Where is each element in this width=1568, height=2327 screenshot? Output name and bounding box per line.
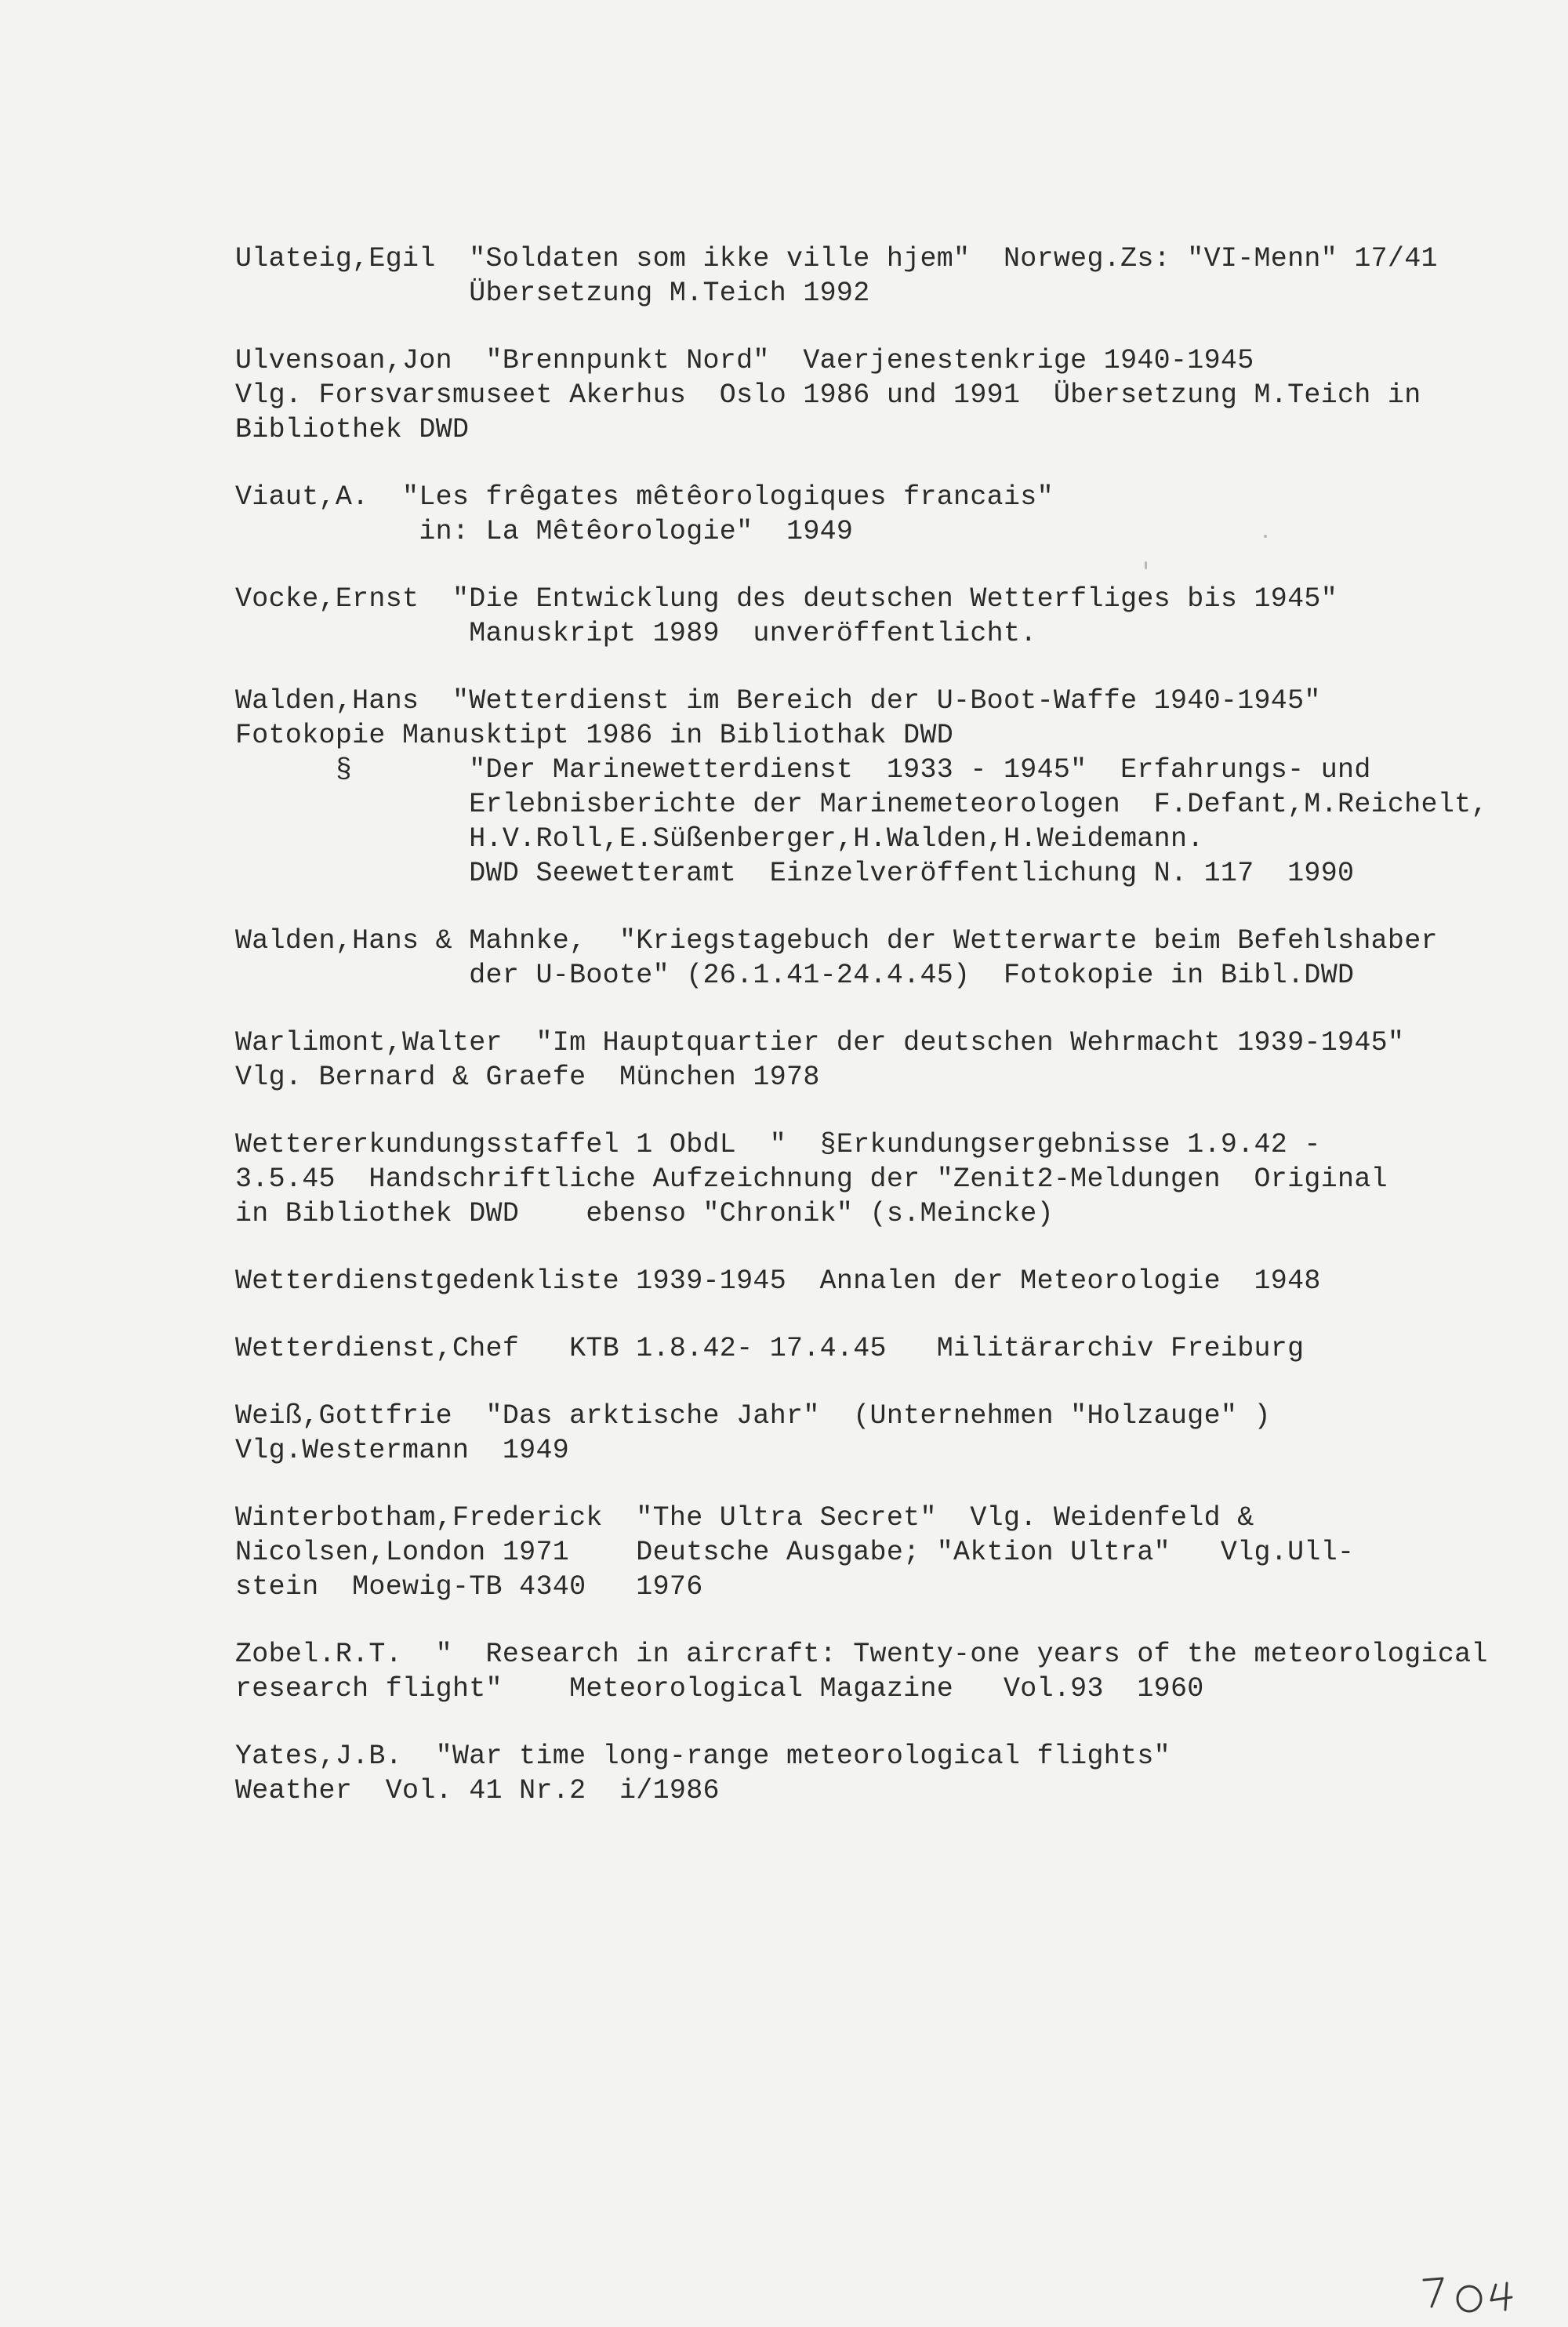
entry-line: Walden,Hans "Wetterdienst im Bereich der U-Boot-Waffe 1940-1945" xyxy=(235,685,1321,717)
entry-line: Wettererkundungsstaffel 1 ObdL " §Erkundungsergebnisse 1.9.42 - xyxy=(235,1129,1321,1160)
bibliography-entry-walden-mahnke xyxy=(235,924,1521,993)
bibliography-entry-wetterdienstgedenkliste xyxy=(235,1264,1521,1298)
handwritten-page-number xyxy=(1417,2266,1535,2321)
bibliography-list xyxy=(235,241,1521,1841)
entry-line: Vlg. Forsvarsmuseet Akerhus Oslo 1986 und 1991 Übersetzung M.Teich in xyxy=(235,379,1421,411)
entry-line: Viaut,A. "Les frêgates mêtêorologiques francais" xyxy=(235,481,1054,513)
entry-line: stein Moewig-TB 4340 1976 xyxy=(235,1571,703,1603)
entry-line: Fotokopie Manusktipt 1986 in Bibliothak DWD xyxy=(235,720,954,751)
entry-line: der U-Boote" (26.1.41-24.4.45) Fotokopie in Bibl.DWD xyxy=(235,960,1355,991)
entry-line: in Bibliothek DWD ebenso "Chronik" (s.Meincke) xyxy=(235,1198,1054,1229)
bibliography-entry-zobel xyxy=(235,1637,1521,1706)
scan-speck xyxy=(1264,535,1267,538)
entry-line: Winterbotham,Frederick "The Ultra Secret" Vlg. Weidenfeld & xyxy=(235,1502,1254,1534)
bibliography-entry-weiss xyxy=(235,1399,1521,1468)
entry-line: § "Der Marinewetterdienst 1933 - 1945" Erfahrungs- und xyxy=(235,754,1371,786)
page-number-handwriting-icon xyxy=(1417,2266,1535,2321)
bibliography-entry-walden xyxy=(235,684,1521,891)
entry-line: research flight" Meteorological Magazine Vol.93 1960 xyxy=(235,1673,1204,1704)
entry-line: Bibliothek DWD xyxy=(235,414,470,445)
entry-line: Ulvensoan,Jon "Brennpunkt Nord" Vaerjenestenkrige 1940-1945 xyxy=(235,345,1254,376)
bibliography-entry-wettererkundungsstaffel xyxy=(235,1127,1521,1231)
entry-line: Erlebnisberichte der Marinemeteorologen F.Defant,M.Reichelt, xyxy=(235,789,1488,820)
bibliography-entry-ulateig xyxy=(235,241,1521,310)
entry-line: Manuskript 1989 unveröffentlicht. xyxy=(235,618,1037,649)
entry-line: H.V.Roll,E.Süßenberger,H.Walden,H.Weidemann. xyxy=(235,823,1204,855)
entry-line: in: La Mêtêorologie" 1949 xyxy=(235,516,854,547)
entry-line: Zobel.R.T. " Research in aircraft: Twenty-one years of the meteorological xyxy=(235,1639,1488,1670)
entry-line: 3.5.45 Handschriftliche Aufzeichnung der "Zenit2-Meldungen Original xyxy=(235,1164,1388,1195)
bibliography-entry-viaut xyxy=(235,480,1521,549)
entry-line: Warlimont,Walter "Im Hauptquartier der deutschen Wehrmacht 1939-1945" xyxy=(235,1027,1405,1058)
entry-line: Walden,Hans & Mahnke, "Kriegstagebuch der Wetterwarte beim Befehlshaber xyxy=(235,925,1438,957)
scan-speck xyxy=(1145,561,1147,569)
entry-line: Wetterdienst,Chef KTB 1.8.42- 17.4.45 Militärarchiv Freiburg xyxy=(235,1333,1305,1364)
bibliography-entry-vocke xyxy=(235,582,1521,651)
entry-line: Vlg.Westermann 1949 xyxy=(235,1435,570,1466)
entry-line: Ulateig,Egil "Soldaten som ikke ville hjem" Norweg.Zs: "VI-Menn" 17/41 xyxy=(235,243,1438,274)
entry-line: Yates,J.B. "War time long-range meteorological flights" xyxy=(235,1741,1171,1772)
entry-line: Vlg. Bernard & Graefe München 1978 xyxy=(235,1062,820,1093)
entry-line: Weather Vol. 41 Nr.2 i/1986 xyxy=(235,1775,720,1806)
entry-line: Vocke,Ernst "Die Entwicklung des deutschen Wetterfliges bis 1945" xyxy=(235,583,1338,615)
entry-line: Weiß,Gottfrie "Das arktische Jahr" (Unternehmen "Holzauge" ) xyxy=(235,1400,1271,1432)
bibliography-entry-ulvensoan xyxy=(235,343,1521,447)
entry-line: Nicolsen,London 1971 Deutsche Ausgabe; "Aktion Ultra" Vlg.Ull- xyxy=(235,1537,1355,1568)
bibliography-entry-warlimont xyxy=(235,1026,1521,1095)
entry-line: Wetterdienstgedenkliste 1939-1945 Annalen der Meteorologie 1948 xyxy=(235,1265,1321,1297)
entry-line: DWD Seewetteramt Einzelveröffentlichung N. 117 1990 xyxy=(235,858,1355,889)
bibliography-entry-wetterdienst-chef xyxy=(235,1331,1521,1366)
bibliography-entry-yates xyxy=(235,1739,1521,1808)
entry-line: Übersetzung M.Teich 1992 xyxy=(235,278,870,309)
bibliography-entry-winterbotham xyxy=(235,1501,1521,1604)
